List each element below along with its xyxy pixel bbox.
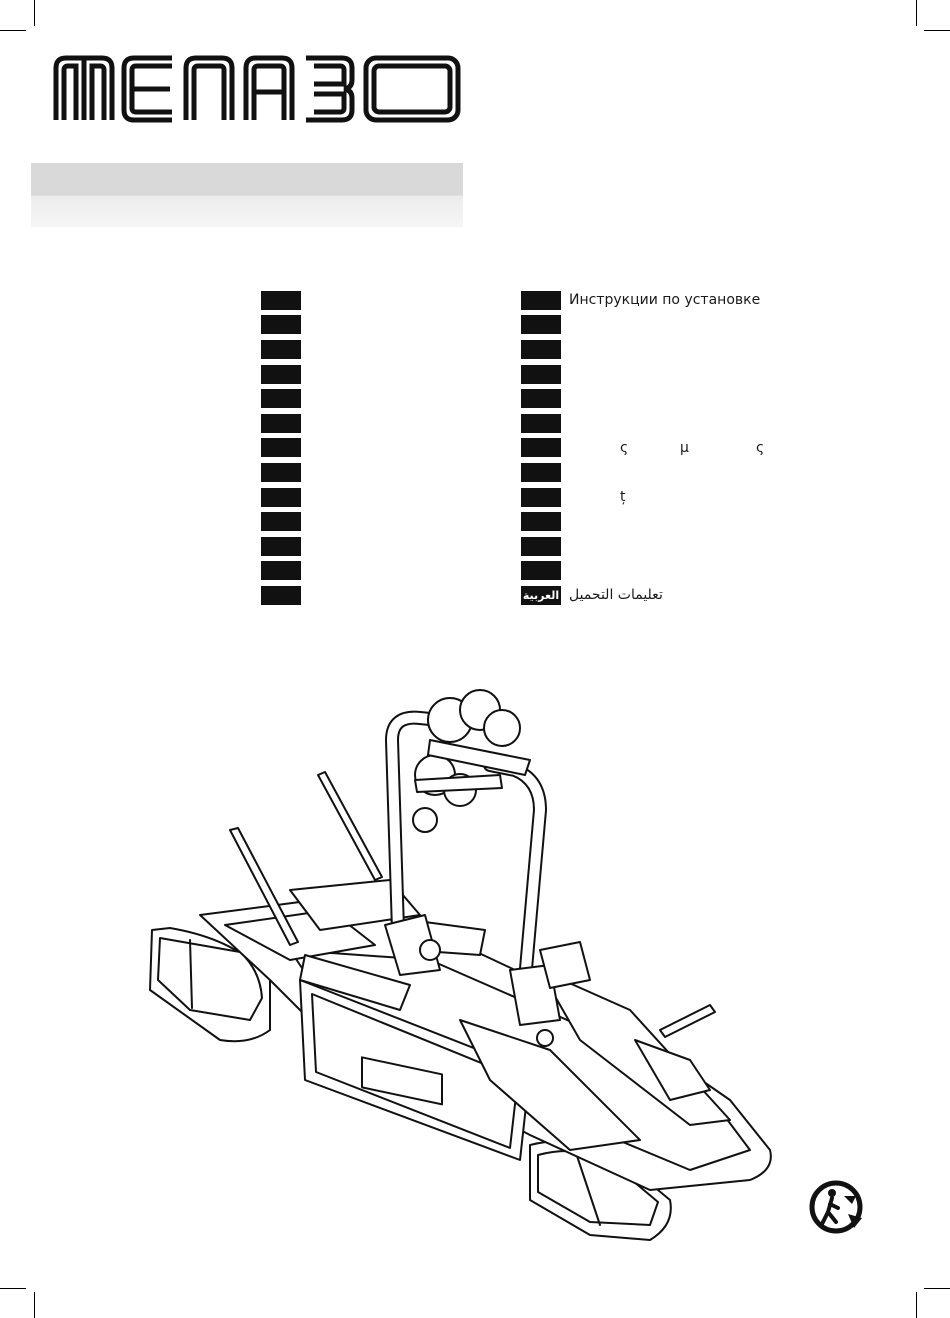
language-code-badge xyxy=(521,512,561,531)
language-row xyxy=(261,583,561,608)
language-code-badge xyxy=(261,488,301,507)
language-row xyxy=(521,534,821,559)
menabo-logo xyxy=(52,54,462,124)
language-code-badge xyxy=(521,561,561,580)
language-row xyxy=(261,485,561,510)
crop-mark xyxy=(34,0,35,26)
language-row xyxy=(261,559,561,584)
language-row xyxy=(521,288,821,313)
language-row xyxy=(521,313,821,338)
language-code-badge xyxy=(261,365,301,384)
language-row xyxy=(261,436,561,461)
crop-mark xyxy=(924,30,950,31)
language-code-badge xyxy=(261,537,301,556)
language-code-badge xyxy=(261,512,301,531)
language-code-badge xyxy=(261,414,301,433)
language-list-left xyxy=(261,288,561,608)
language-code-badge: العربية xyxy=(521,586,561,605)
language-label: تعليمات التحميل xyxy=(569,587,663,604)
greek-fragment: ς xyxy=(756,439,765,456)
language-row xyxy=(521,485,821,510)
language-row xyxy=(261,337,561,362)
crop-mark xyxy=(924,1288,950,1289)
weee-recycling-icon xyxy=(808,1178,868,1236)
language-row xyxy=(261,288,561,313)
language-list-right xyxy=(521,288,821,608)
language-row xyxy=(521,337,821,362)
language-row xyxy=(521,559,821,584)
language-code-badge xyxy=(261,438,301,457)
greek-fragment: ς xyxy=(620,439,629,456)
language-row xyxy=(261,313,561,338)
language-code-badge xyxy=(521,340,561,359)
language-code-badge xyxy=(521,438,561,457)
crop-mark xyxy=(916,1292,917,1318)
language-code-badge xyxy=(261,315,301,334)
language-code-badge xyxy=(521,365,561,384)
language-code-badge xyxy=(261,463,301,482)
language-code-badge xyxy=(521,463,561,482)
language-row xyxy=(521,436,821,461)
language-row xyxy=(521,583,821,608)
language-code-badge xyxy=(261,586,301,605)
language-row xyxy=(261,509,561,534)
language-code-badge xyxy=(521,414,561,433)
language-code-badge xyxy=(261,561,301,580)
language-row xyxy=(261,362,561,387)
language-code-badge xyxy=(521,291,561,310)
language-row xyxy=(521,460,821,485)
language-row xyxy=(521,411,821,436)
romanian-fragment: ț xyxy=(620,489,626,506)
language-row xyxy=(261,386,561,411)
crop-mark xyxy=(0,30,26,31)
language-row xyxy=(261,460,561,485)
language-row xyxy=(521,509,821,534)
crop-mark xyxy=(916,0,917,26)
language-label: Инструкции по установке xyxy=(569,292,761,309)
language-row xyxy=(261,411,561,436)
language-row xyxy=(261,534,561,559)
language-code-badge xyxy=(521,315,561,334)
language-code-badge xyxy=(521,537,561,556)
crop-mark xyxy=(0,1288,26,1289)
language-code-badge xyxy=(521,488,561,507)
bike-carrier-illustration xyxy=(130,680,790,1250)
language-code-badge xyxy=(261,291,301,310)
language-row xyxy=(521,362,821,387)
title-banner xyxy=(31,163,463,227)
language-code-badge xyxy=(261,389,301,408)
language-code-badge xyxy=(261,340,301,359)
crop-mark xyxy=(34,1292,35,1318)
language-code-badge xyxy=(521,389,561,408)
greek-fragment: µ xyxy=(680,439,689,456)
language-row xyxy=(521,386,821,411)
